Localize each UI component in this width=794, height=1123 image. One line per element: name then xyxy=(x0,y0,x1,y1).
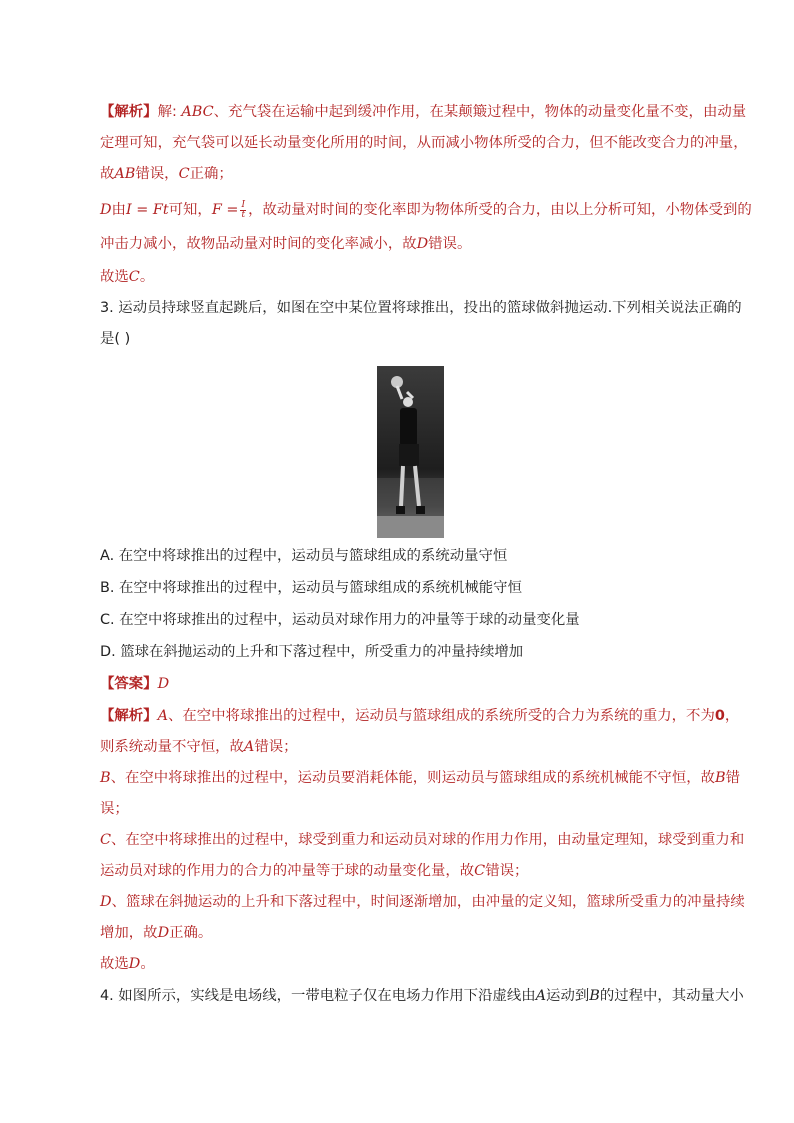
fraction-i-over-t: $\frac{I}{t}$ xyxy=(241,199,246,220)
analysis-line-1: 【解析】解: ABC、充气袋在运输中起到缓冲作用，在某颠簸过程中，物体的动量变化量不变，由动量 xyxy=(100,104,747,120)
analysis-c-line-1: C、在空中将球推出的过程中，球受到重力和运动员对球的作用力作用，由动量定理知，球受到重力和 xyxy=(100,832,745,848)
analysis-a-line-2: 则系统动量不守恒，故A错误； xyxy=(100,739,298,755)
analysis-line-5: 冲击力减小，故物品动量对时间的变化率减小，故D错误。 xyxy=(100,236,472,252)
formula-impulse: I = Ft xyxy=(125,202,169,218)
option-c: C. 在空中将球推出的过程中，运动员对球作用力的冲量等于球的动量变化量 xyxy=(100,612,580,628)
analysis-line-2: 定理可知，充气袋可以延长动量变化所用的时间，从而减小物体所受的合力，但不能改变合力的冲量， xyxy=(100,135,748,151)
formula-force: F = xyxy=(211,202,239,218)
option-d: D. 篮球在斜抛运动的上升和下落过程中，所受重力的冲量持续增加 xyxy=(100,644,524,660)
option-b: B. 在空中将球推出的过程中，运动员与篮球组成的系统机械能守恒 xyxy=(100,580,522,596)
analysis-line-3: 故AB错误，C正确； xyxy=(100,166,233,182)
analysis-b-line-1: B、在空中将球推出的过程中，运动员要消耗体能，则运动员与篮球组成的系统机械能不守恒，故B错 xyxy=(100,770,740,786)
question-3-stem-line-2: 是( ) xyxy=(100,331,131,347)
basketball-player-photo xyxy=(377,366,444,538)
analysis-conclusion: 故选C。 xyxy=(100,269,155,285)
analysis-a-line-1: 【解析】A、在空中将球推出的过程中，运动员与篮球组成的系统所受的合力为系统的重力，不为0， xyxy=(100,708,740,724)
analysis-d-line-2: 增加，故D正确。 xyxy=(100,925,213,941)
question-3-stem-line-1: 3. 运动员持球竖直起跳后，如图在空中某位置将球推出，投出的篮球做斜抛运动.下列相关说法正确的 xyxy=(100,300,742,316)
answer-label: 【答案】 xyxy=(100,676,158,692)
question-4-stem: 4. 如图所示，实线是电场线，一带电粒子仅在电场力作用下沿虚线由A运动到B的过程中，其动量大小 xyxy=(100,988,744,1004)
answer-value: D xyxy=(157,676,170,692)
analysis-b-line-2: 误； xyxy=(100,801,129,817)
analysis-d-line-1: D、篮球在斜抛运动的上升和下落过程中，时间逐渐增加，由冲量的定义知，篮球所受重力的冲量持续 xyxy=(100,894,745,910)
analysis-conclusion-q3: 故选D。 xyxy=(100,956,155,972)
analysis-label: 【解析】 xyxy=(100,104,158,120)
answer-line xyxy=(100,674,740,694)
analysis-c-line-2: 运动员对球的作用力的合力的冲量等于球的动量变化量，故C错误； xyxy=(100,863,529,879)
option-a: A. 在空中将球推出的过程中，运动员与篮球组成的系统动量守恒 xyxy=(100,548,508,564)
analysis-label: 【解析】 xyxy=(100,708,158,724)
analysis-line-4: D由I = Ft可知，F = $\frac{I}{t}$ ，故动量对时间的变化率即为物体所受的合力，由以上分析可知，小物体受到的 xyxy=(100,199,752,220)
